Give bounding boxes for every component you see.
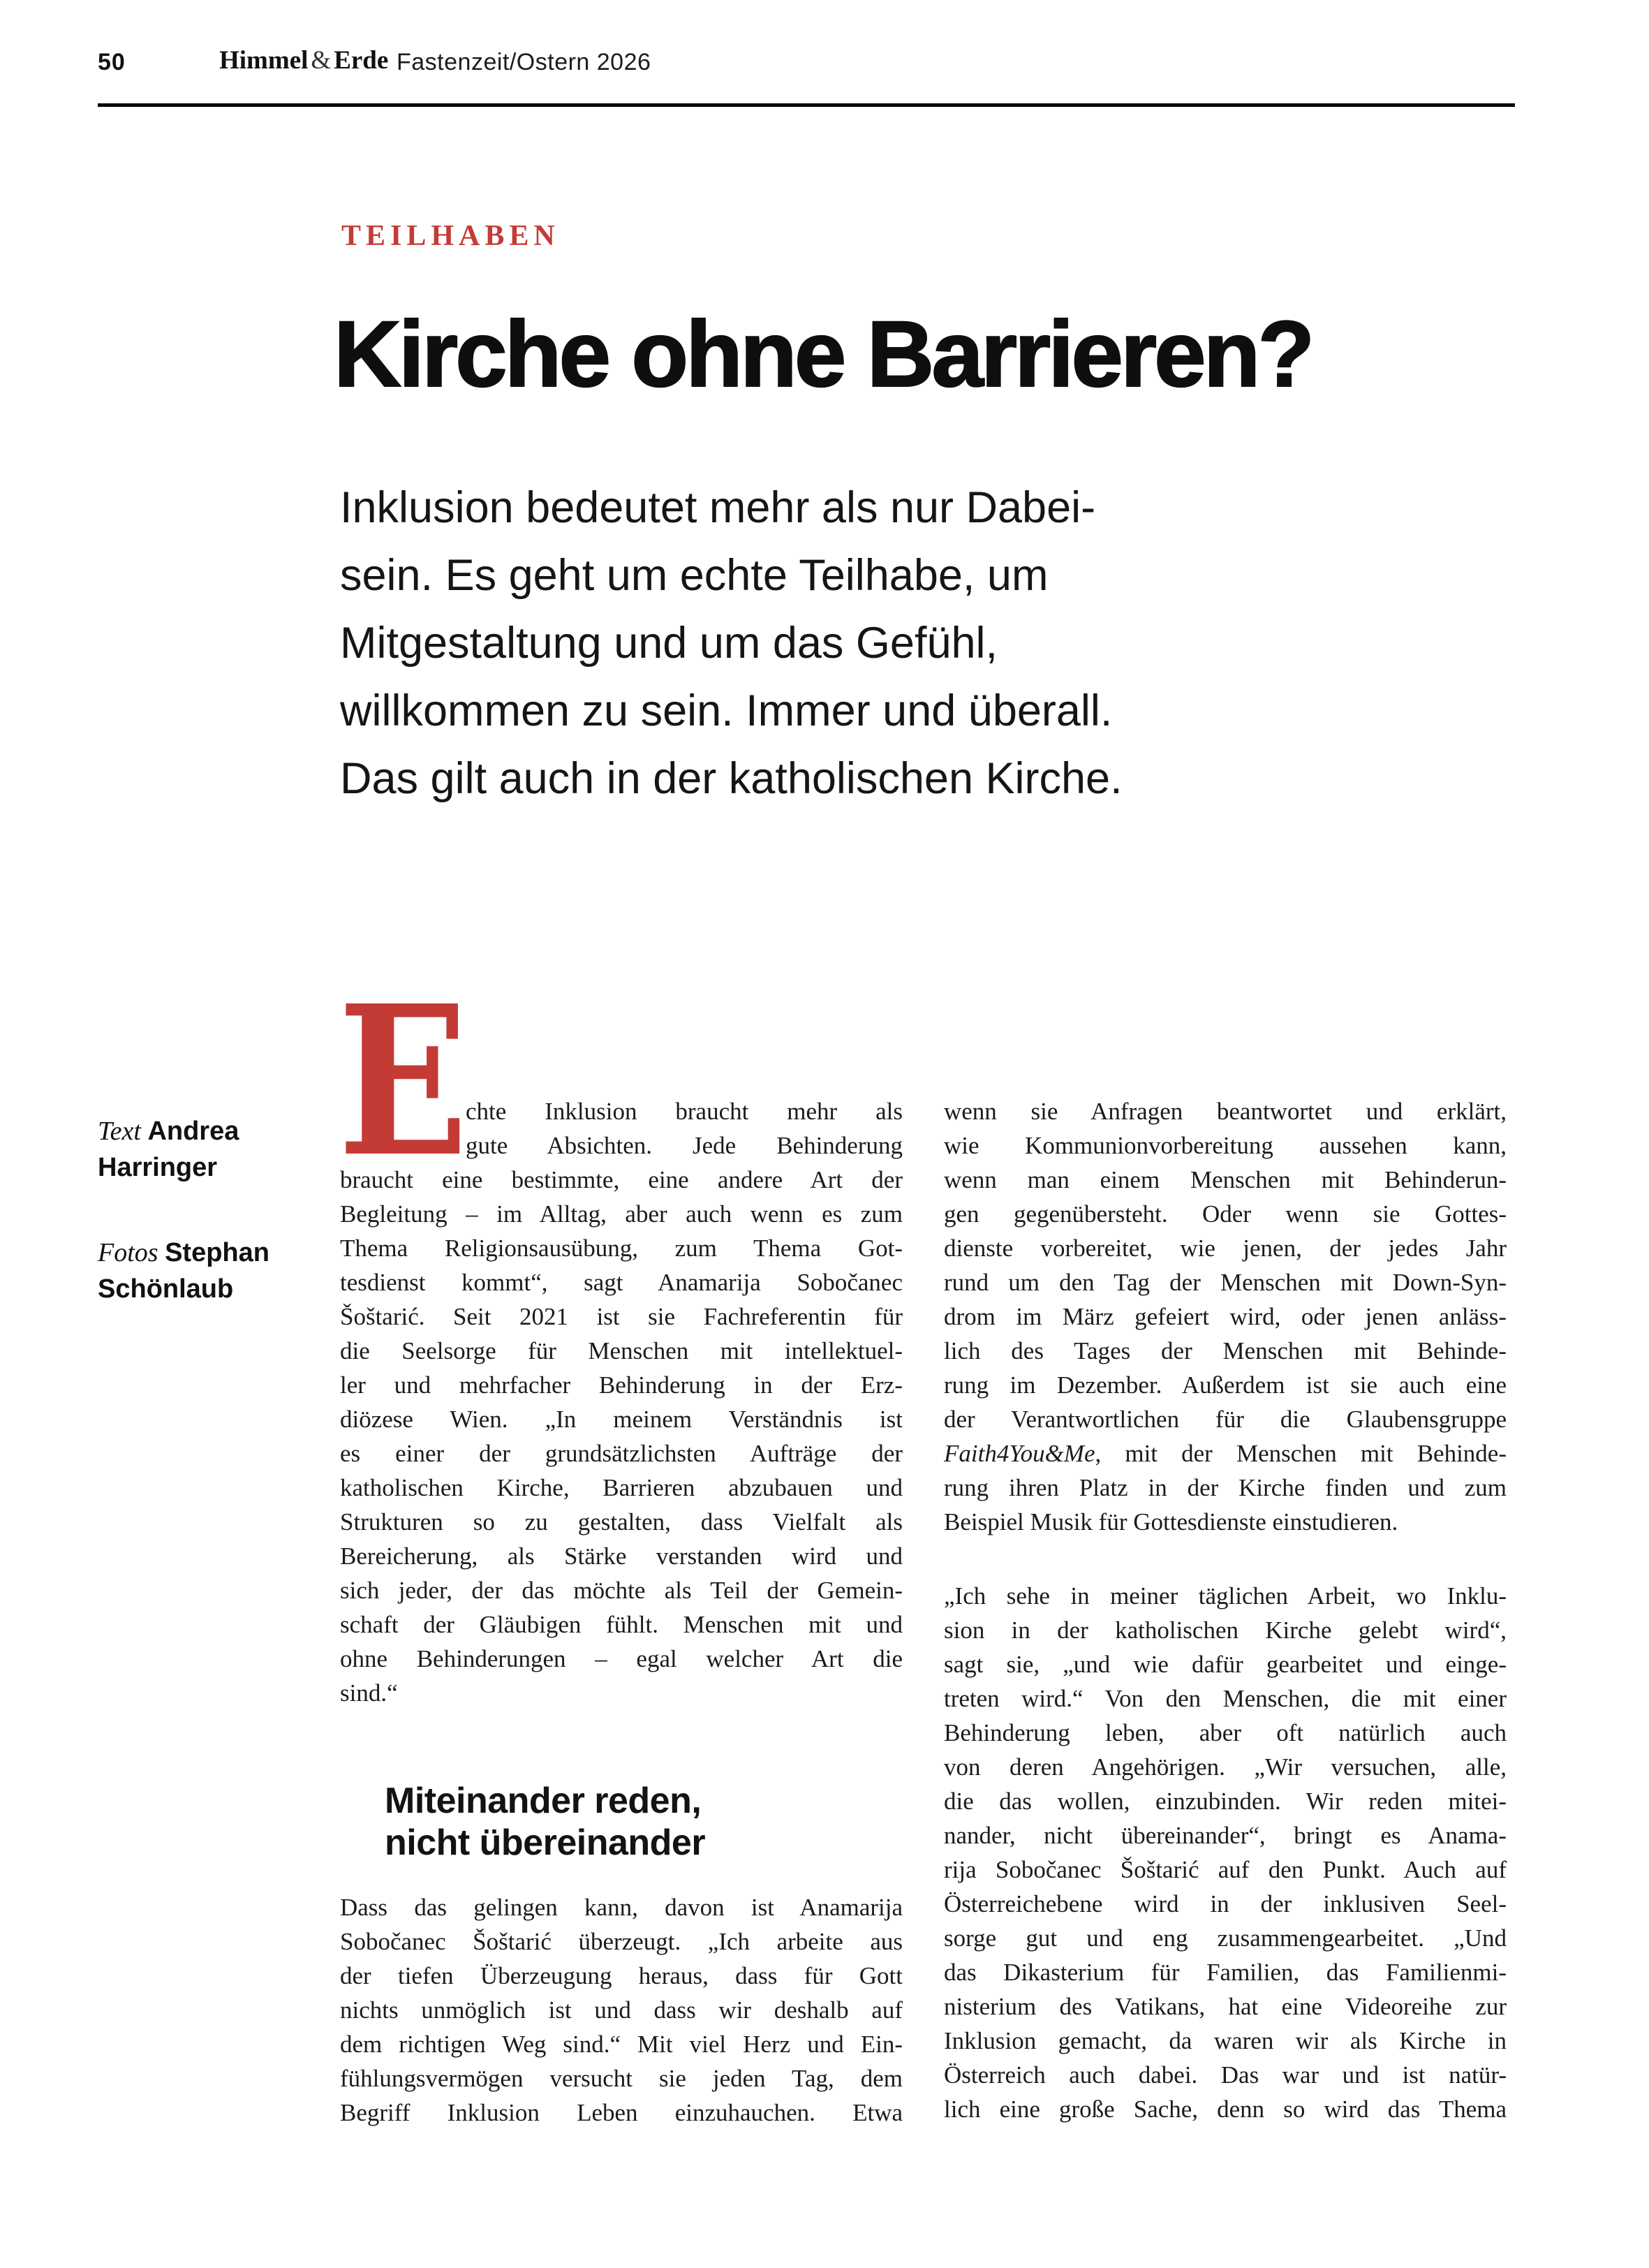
text-line: sion in der katholischen Kirche gelebt wird“, <box>944 1617 1507 1644</box>
drop-cap: E <box>338 960 468 1202</box>
text-line: dem richtigen Weg sind.“ Mit viel Herz und Ein- <box>340 2031 903 2058</box>
text-line: lich eine große Sache, denn so wird das Thema <box>944 2096 1507 2123</box>
text-line: wenn sie Anfragen beantwortet und erklärt, <box>944 1098 1507 1125</box>
paragraph <box>340 1890 903 2130</box>
text-line: dienste vorbereitet, wie jenen, der jedes Jahr <box>944 1235 1507 1262</box>
magazine-title-ampersand: & <box>311 46 332 75</box>
body-column-1 <box>338 960 903 2130</box>
text-line: der Verantwortlichen für die Glaubensgruppe <box>944 1406 1507 1433</box>
text-line: Thema Religionsausübung, zum Thema Got- <box>340 1235 903 1262</box>
text-line: „Ich sehe in meiner täglichen Arbeit, wo Inklu- <box>944 1582 1507 1610</box>
text-line: rija Sobočanec Šoštarić auf den Punkt. Auch auf <box>944 1856 1507 1883</box>
magazine-title <box>219 47 388 73</box>
text-line: der tiefen Überzeugung heraus, dass für Gott <box>340 1962 903 1989</box>
text-line: nicht übereinander <box>385 1822 706 1863</box>
text-line: chte Inklusion braucht mehr als <box>466 1098 903 1125</box>
text-line: Beispiel Musik für Gottesdienste einstudieren. <box>944 1508 1398 1536</box>
text-line: Miteinander reden, <box>385 1781 702 1821</box>
text-line: sich jeder, der das möchte als Teil der Gemein- <box>340 1577 903 1604</box>
text-line: Strukturen so zu gestalten, dass Vielfalt als <box>340 1508 903 1536</box>
text-line: Österreichebene wird in der inklusiven Seel- <box>944 1890 1507 1917</box>
text-line: Behinderung leben, aber oft natürlich auch <box>944 1719 1507 1746</box>
text-line: Österreich auch dabei. Das war und ist natür- <box>944 2061 1507 2089</box>
magazine-title-word1: Himmel <box>219 46 309 75</box>
text-line: Mitgestaltung und um das Gefühl, <box>340 619 998 668</box>
text-line: gute Absichten. Jede Behinderung <box>466 1132 903 1159</box>
byline-photos-name: Stephan Schönlaub <box>98 1238 269 1304</box>
text-line: von deren Angehörigen. „Wir versuchen, alle, <box>944 1753 1507 1781</box>
text-line: katholischen Kirche, Barrieren abzubauen und <box>340 1474 903 1501</box>
text-line: rung ihren Platz in der Kirche finden und zum <box>944 1474 1507 1501</box>
text-line: das Dikasterium für Familien, das Familienmi- <box>944 1959 1507 1986</box>
italic-text: Faith4You&Me <box>944 1440 1095 1467</box>
text-line: ler und mehrfacher Behinderung in der Erz- <box>340 1371 903 1399</box>
byline-photos-credit <box>98 1235 335 1307</box>
byline-text-credit <box>98 1113 335 1186</box>
text-line: Begleitung – im Alltag, aber auch wenn es zum <box>340 1200 903 1228</box>
text-line: sein. Es geht um echte Teilhabe, um <box>340 551 1049 600</box>
article-byline <box>98 1113 335 1307</box>
text-line: Šoštarić. Seit 2021 ist sie Fachreferentin für <box>340 1303 903 1330</box>
text-line: Das gilt auch in der katholischen Kirche. <box>340 754 1123 803</box>
issue-label: Fastenzeit/Ostern 2026 <box>397 49 651 75</box>
paragraph <box>944 1094 1507 1539</box>
text-line: es einer der grundsätzlichsten Aufträge der <box>340 1440 903 1467</box>
text-line: nichts unmöglich ist und dass wir deshalb auf <box>340 1996 903 2024</box>
paragraph <box>944 1579 1507 2126</box>
text-line: die Seelsorge für Menschen mit intellektuel- <box>340 1337 903 1364</box>
text-line: Inklusion bedeutet mehr als nur Dabei- <box>340 483 1096 532</box>
text-line: die das wollen, einzubinden. Wir reden mitei- <box>944 1788 1507 1815</box>
text-line: wenn man einem Menschen mit Behinderun- <box>944 1166 1507 1193</box>
text-line: diözese Wien. „In meinem Verständnis ist <box>340 1406 903 1433</box>
text-line: sagt sie, „und wie dafür gearbeitet und einge- <box>944 1651 1507 1678</box>
text-line: schaft der Gläubigen fühlt. Menschen mit und <box>340 1611 903 1638</box>
text-line: willkommen zu sein. Immer und überall. <box>340 686 1113 735</box>
text-line: nisterium des Vatikans, hat eine Videoreihe zur <box>944 1993 1507 2020</box>
text-line: fühlungsvermögen versucht sie jeden Tag, dem <box>340 2065 903 2092</box>
text-line: ohne Behinderungen – egal welcher Art die <box>340 1645 903 1672</box>
byline-photos-label: Fotos <box>98 1238 158 1267</box>
magazine-title-word2: Erde <box>334 46 389 75</box>
text-line: braucht eine bestimmte, eine andere Art der <box>340 1166 903 1193</box>
text-line: sind.“ <box>340 1679 398 1707</box>
text-line: drom im März gefeiert wird, oder jenen anläss- <box>944 1303 1507 1330</box>
text-line: wie Kommunionvorbereitung aussehen kann, <box>944 1132 1507 1159</box>
text-line: Sobočanec Šoštarić überzeugt. „Ich arbeite aus <box>340 1928 903 1955</box>
text-line: treten wird.“ Von den Menschen, die mit einer <box>944 1685 1507 1712</box>
article-headline: Kirche ohne Barrieren? <box>334 302 1312 406</box>
text-line: lich des Tages der Menschen mit Behinde- <box>944 1337 1507 1364</box>
plain-text: , mit der Menschen mit Behinde- <box>1095 1440 1507 1467</box>
text-line: Dass das gelingen kann, davon ist Anamarija <box>340 1894 903 1921</box>
body-column-2 <box>944 1094 1507 2126</box>
text-line: Bereicherung, als Stärke verstanden wird und <box>340 1542 903 1570</box>
text-line: rund um den Tag der Menschen mit Down-Syn- <box>944 1269 1507 1296</box>
byline-text-name: Andrea Harringer <box>98 1117 239 1182</box>
text-line: gen gegenübersteht. Oder wenn sie Gottes- <box>944 1200 1507 1228</box>
page-number: 50 <box>98 49 126 75</box>
text-line <box>944 1436 1507 1471</box>
text-line: Begriff Inklusion Leben einzuhauchen. Etwa <box>340 2099 903 2126</box>
article-kicker: TEILHABEN <box>341 220 560 252</box>
byline-text-label: Text <box>98 1117 141 1146</box>
text-line: tesdienst kommt“, sagt Anamarija Sobočanec <box>340 1269 903 1296</box>
text-line: rung im Dezember. Außerdem ist sie auch eine <box>944 1371 1507 1399</box>
article-standfirst <box>340 474 1387 813</box>
article-subhead <box>385 1780 903 1864</box>
text-line: Inklusion gemacht, da waren wir als Kirche in <box>944 2027 1507 2054</box>
text-line: nander, nicht übereinander“, bringt es Anama- <box>944 1822 1507 1849</box>
text-line: sorge gut und eng zusammengearbeitet. „Und <box>944 1924 1507 1952</box>
header-rule <box>98 103 1515 107</box>
